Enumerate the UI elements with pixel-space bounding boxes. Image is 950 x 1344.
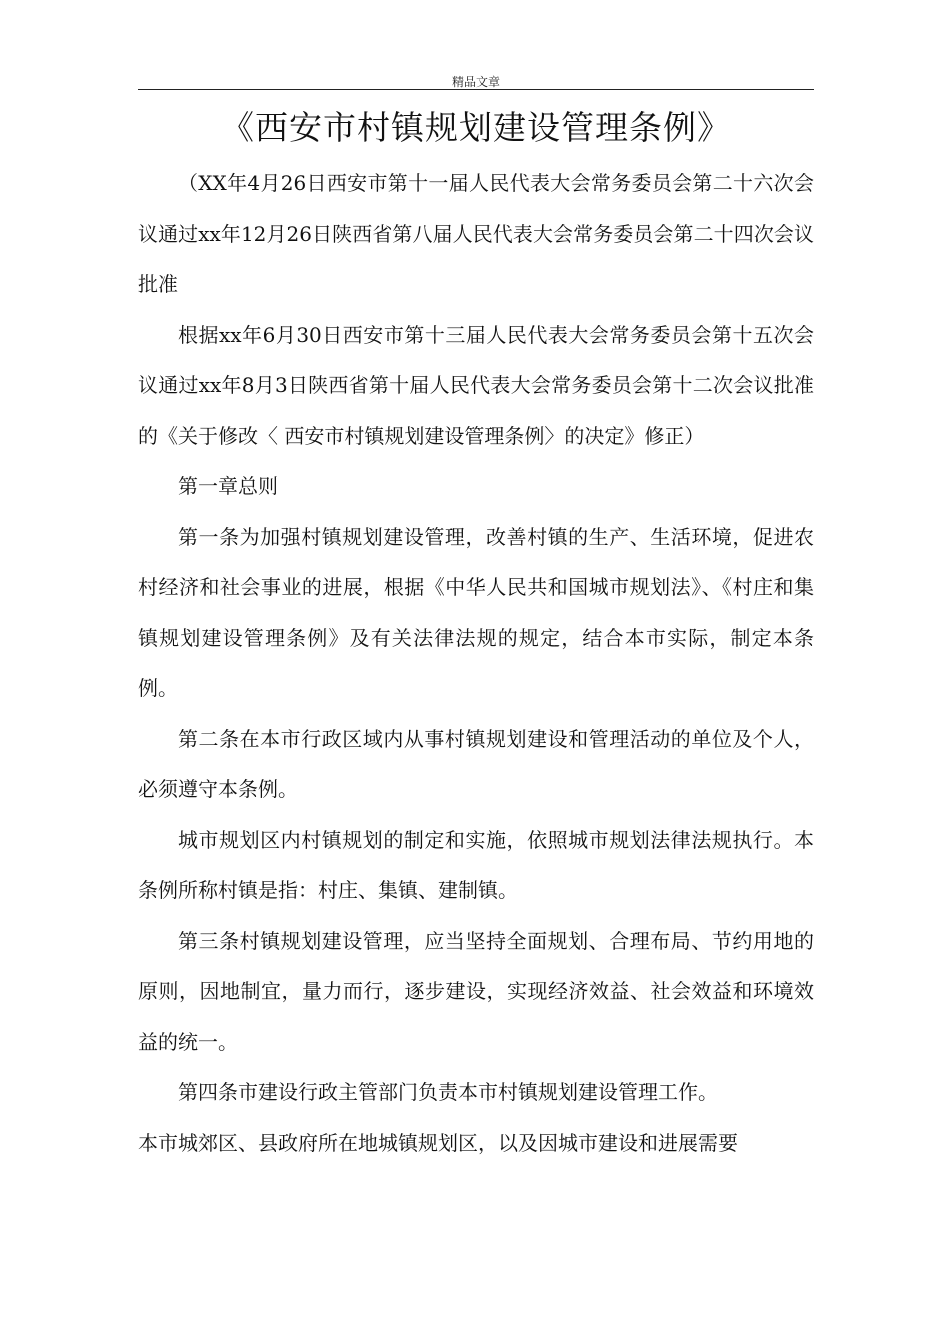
paragraph-article-4: 第四条市建设行政主管部门负责本市村镇规划建设管理工作。 <box>178 1080 718 1104</box>
header-divider <box>138 89 814 90</box>
paragraph-article-1: 第一条为加强村镇规划建设管理，改善村镇的生产、生活环境，促进农村经济和社会事业的进展，根据《中华人民共和国城市规划法》、《村庄和集镇规划建设管理条例》及有关法律法规的规定，结合本市实际，制定本条例。 <box>138 524 814 700</box>
paragraph-article-2: 第二条在本市行政区域内从事村镇规划建设和管理活动的单位及个人，必须遵守本条例。 <box>138 726 814 801</box>
paragraph-article-4-clause: 本市城郊区、县政府所在地城镇规划区，以及因城市建设和进展需要 <box>138 1130 738 1155</box>
document-title: 《西安市村镇规划建设管理条例》 <box>221 108 731 147</box>
chapter-heading: 第一章总则 <box>178 474 278 498</box>
paragraph-adoption-note: （XX年4月26日西安市第十一届人民代表大会常务委员会第二十六次会议通过xx年12月26日陕西省第八届人民代表大会常务委员会第二十四次会议批准 <box>138 171 814 296</box>
paragraph-amendment-note: 根据xx年6月30日西安市第十三届人民代表大会常务委员会第十五次会议通过xx年8月3日陕西省第十届人民代表大会常务委员会第十二次会议批准的《关于修改〈 西安市村镇规划建设管理条例〉的决定》修正） <box>138 322 814 448</box>
paragraph-article-2-clause: 城市规划区内村镇规划的制定和实施，依照城市规划法律法规执行。本条例所称村镇是指：村庄、集镇、建制镇。 <box>138 827 814 902</box>
paragraph-article-3: 第三条村镇规划建设管理，应当坚持全面规划、合理布局、节约用地的原则，因地制宜，量力而行，逐步建设，实现经济效益、社会效益和环境效益的统一。 <box>138 928 814 1054</box>
running-header: 精品文章 <box>451 75 500 89</box>
document-body <box>138 158 814 1168</box>
